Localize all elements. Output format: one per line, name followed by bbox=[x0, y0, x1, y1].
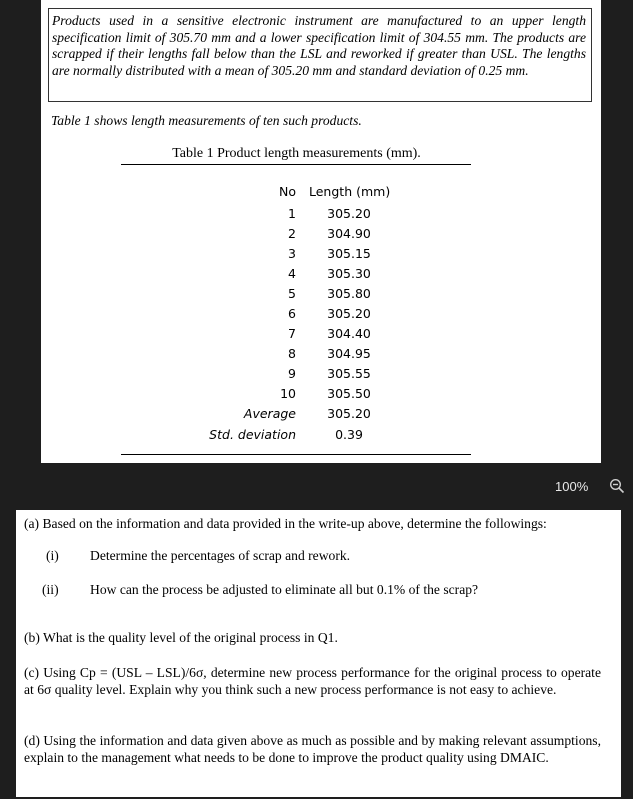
row-length: 305.20 bbox=[327, 206, 371, 221]
row-no: 2 bbox=[288, 226, 296, 241]
document-page-bottom bbox=[16, 510, 621, 797]
row-length: 305.55 bbox=[327, 366, 371, 381]
summary-value: 305.20 bbox=[327, 406, 371, 421]
row-no: 9 bbox=[288, 366, 296, 381]
table-bottom-rule bbox=[121, 454, 471, 455]
question-a-ii-number: (ii) bbox=[42, 582, 59, 597]
intro-paragraph: Products used in a sensitive electronic instrument are manufactured to an upper length specification limit of 305.70 mm and a lower specification limit of 304.55 mm. The products are scrapped if their lengths fall below than the LSL and reworked if greater than USL. The lengths are normally distributed with a mean of 305.20 mm and standard deviation of 0.25 mm. bbox=[48, 8, 592, 102]
question-b: (b) What is the quality level of the original process in Q1. bbox=[24, 630, 338, 645]
row-length: 304.40 bbox=[327, 326, 371, 341]
table-title: Table 1 Product length measurements (mm). bbox=[172, 146, 421, 161]
zoom-out-icon[interactable] bbox=[609, 478, 625, 494]
table-top-rule bbox=[121, 164, 471, 165]
row-no: 8 bbox=[288, 346, 296, 361]
question-c: (c) Using Cp = (USL – LSL)/6σ, determine new process performance for the original process to operate at 6σ quality level. Explain why you think such a new process performance is not easy to achieve. bbox=[24, 665, 601, 697]
question-a-i: Determine the percentages of scrap and rework. bbox=[90, 548, 351, 563]
question-d: (d) Using the information and data given above as much as possible and by making relevant assumptions, explain to the management what needs to be done to improve the product quality using DMAIC. bbox=[24, 733, 601, 765]
zoom-level[interactable]: 100% bbox=[555, 479, 589, 494]
document-page-top bbox=[41, 0, 601, 463]
row-length: 305.30 bbox=[327, 266, 371, 281]
table-reference-text: Table 1 shows length measurements of ten such products. bbox=[51, 113, 362, 128]
row-no: 7 bbox=[288, 326, 296, 341]
header-no: No bbox=[279, 184, 296, 199]
summary-value: 0.39 bbox=[335, 427, 363, 442]
question-a: (a) Based on the information and data provided in the write-up above, determine the followings: bbox=[24, 516, 547, 531]
question-a-i-number: (i) bbox=[46, 548, 59, 563]
summary-label: Std. deviation bbox=[209, 427, 296, 442]
row-no: 10 bbox=[280, 386, 296, 401]
question-a-ii: How can the process be adjusted to eliminate all but 0.1% of the scrap? bbox=[90, 582, 479, 597]
row-length: 305.15 bbox=[327, 246, 371, 261]
row-length: 304.95 bbox=[327, 346, 371, 361]
viewer-toolbar bbox=[0, 466, 633, 506]
row-no: 1 bbox=[288, 206, 296, 221]
row-no: 3 bbox=[288, 246, 296, 261]
row-length: 305.80 bbox=[327, 286, 371, 301]
row-no: 4 bbox=[288, 266, 296, 281]
header-length: Length (mm) bbox=[309, 184, 391, 199]
row-no: 5 bbox=[288, 286, 296, 301]
row-length: 305.20 bbox=[327, 306, 371, 321]
row-no: 6 bbox=[288, 306, 296, 321]
row-length: 305.50 bbox=[327, 386, 371, 401]
row-length: 304.90 bbox=[327, 226, 371, 241]
summary-label: Average bbox=[243, 406, 296, 421]
